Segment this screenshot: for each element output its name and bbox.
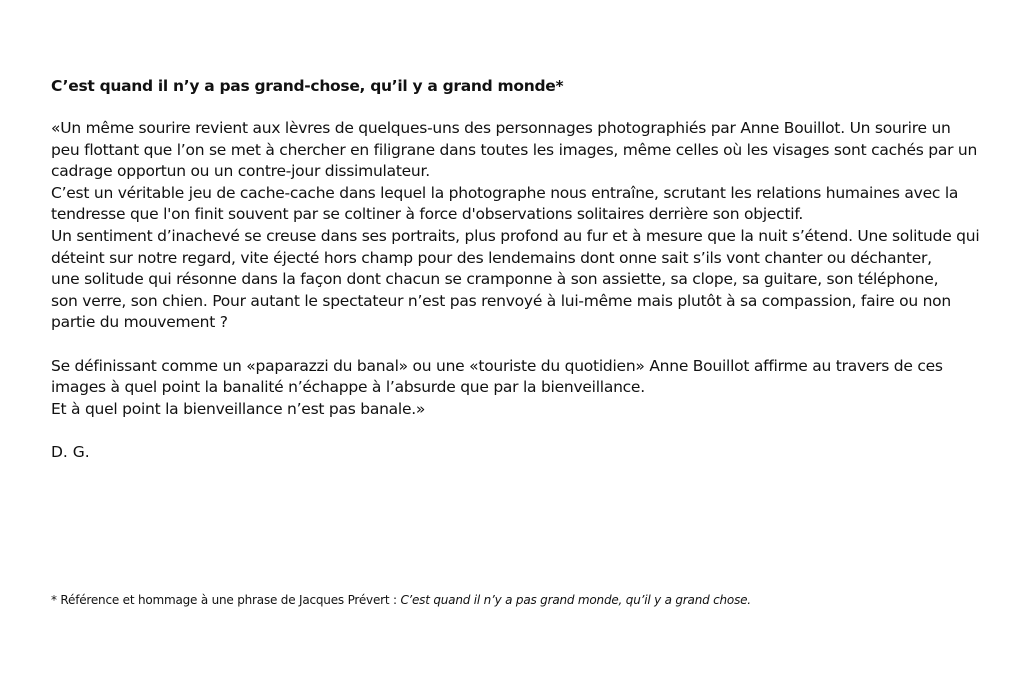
- paragraph-conclusion: [51, 356, 1001, 421]
- text-line: partie du mouvement ?: [51, 313, 228, 332]
- paragraph-intro: [51, 118, 1001, 334]
- author-signature: D. G.: [51, 442, 90, 461]
- text-line: déteint sur notre regard, vite éjecté hors champ pour des lendemains dont onne sait s’ils vont chanter ou déchanter,: [51, 248, 932, 267]
- text-line: peu flottant que l’on se met à chercher en filigrane dans toutes les images, même celles où les visages sont cachés par un: [51, 140, 978, 159]
- text-line: «Un même sourire revient aux lèvres de quelques-uns des personnages photographiés par Anne Bouillot. Un sourire un: [51, 119, 951, 137]
- text-line: son verre, son chien. Pour autant le spectateur n’est pas renvoyé à lui-même mais plutôt à sa compassion, faire ou non: [51, 291, 951, 310]
- paragraph-spacer: [51, 420, 1001, 442]
- text-line: Un sentiment d’inachevé se creuse dans ses portraits, plus profond au fur et à mesure que la nuit s’étend. Une solitude qui: [51, 226, 980, 245]
- text-line: C’est un véritable jeu de cache-cache dans lequel la photographe nous entraîne, scrutant les relations humaines avec la: [51, 183, 959, 202]
- text-line: Et à quel point la bienveillance n’est pas banale.»: [51, 399, 426, 418]
- text-line: images à quel point la banalité n’échappe à l’absurde que par la bienveillance.: [51, 378, 645, 397]
- text-line: cadrage opportun ou un contre-jour dissimulateur.: [51, 162, 430, 181]
- footnote-prefix: * Référence et hommage à une phrase de Jacques Prévert :: [51, 593, 401, 607]
- text-line: tendresse que l'on finit souvent par se coltiner à force d'observations solitaires derrière son objectif.: [51, 205, 804, 224]
- document-title: C’est quand il n’y a pas grand-chose, qu’il y a grand monde*: [51, 77, 564, 95]
- text-line: Se définissant comme un «paparazzi du banal» ou une «touriste du quotidien» Anne Bouillot affirme au travers de ces: [51, 356, 943, 375]
- document-body: [51, 76, 1001, 464]
- footnote-quote: C’est quand il n’y a pas grand monde, qu’il y a grand chose.: [400, 593, 751, 607]
- footnote: [51, 592, 751, 608]
- paragraph-spacer: [51, 334, 1001, 356]
- text-line: une solitude qui résonne dans la façon dont chacun se cramponne à son assiette, sa clope, sa guitare, son téléphone,: [51, 270, 939, 289]
